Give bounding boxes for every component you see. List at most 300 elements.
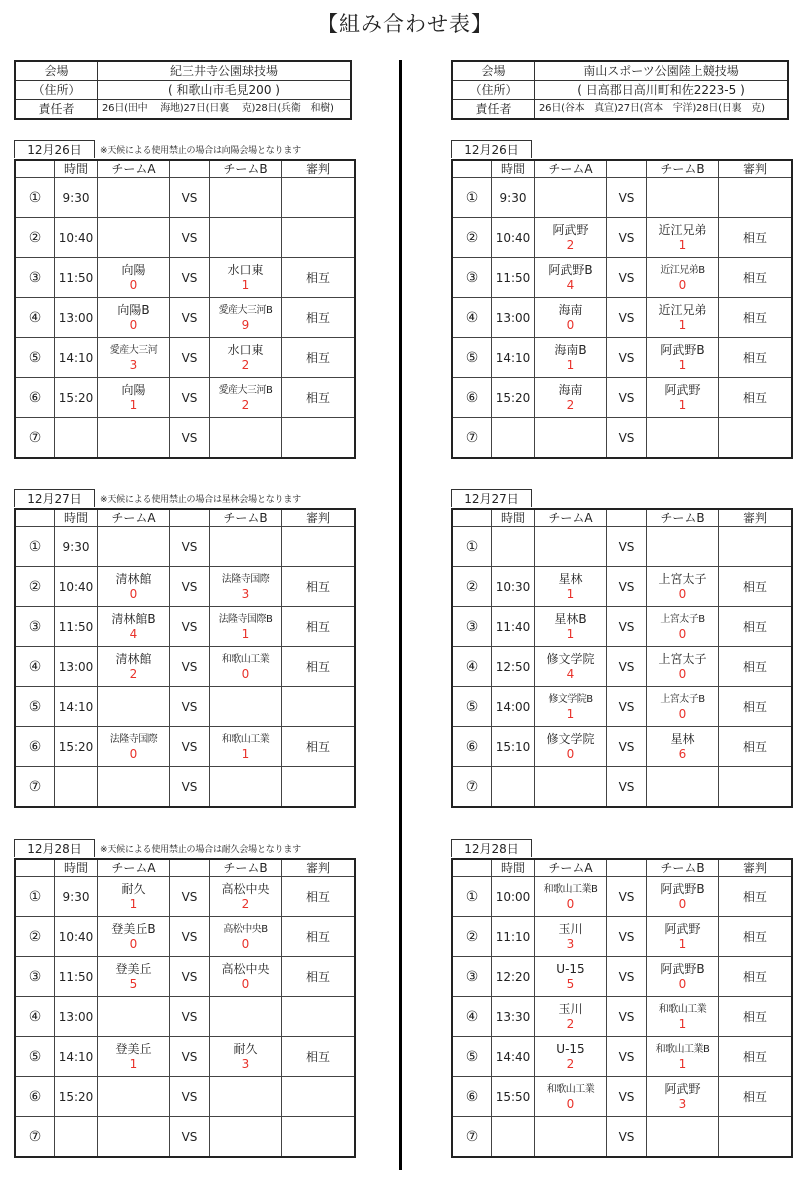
header-number [452, 509, 492, 527]
match-number: ④ [452, 647, 492, 687]
match-number: ① [15, 877, 55, 917]
match-row [452, 258, 792, 298]
team-a-score: 1 [566, 586, 575, 601]
match-time: 10:40 [492, 218, 535, 258]
header-number [15, 859, 55, 877]
referee: 相互 [719, 957, 793, 997]
team-b-score: 0 [241, 666, 250, 681]
team-a-cell [535, 687, 607, 727]
venue-info-label: 責任者 [452, 100, 535, 120]
team-b-name: 近江兄弟B [660, 264, 705, 276]
vs-label: VS [607, 378, 647, 418]
team-a-name: 向陽 [121, 382, 146, 397]
date-label: 12月27日 [451, 489, 532, 507]
team-b-name: 阿武野 [664, 1081, 701, 1096]
team-a-score: 5 [129, 976, 138, 991]
team-a-cell [98, 767, 170, 808]
match-row [15, 567, 355, 607]
vs-label: VS [170, 727, 210, 767]
team-a-score: 1 [129, 1056, 138, 1071]
referee: 相互 [719, 258, 793, 298]
team-b-cell [210, 687, 282, 727]
match-row [452, 378, 792, 418]
match-time: 10:40 [55, 917, 98, 957]
team-a-score: 0 [129, 746, 138, 761]
match-time: 14:40 [492, 1037, 535, 1077]
team-a-cell [98, 877, 170, 917]
team-a-cell [98, 298, 170, 338]
team-b-name: 阿武野 [664, 382, 701, 397]
match-time [492, 1117, 535, 1158]
team-b-score: 1 [241, 277, 250, 292]
referee: 相互 [719, 877, 793, 917]
team-a-name: 阿武野B [548, 262, 593, 277]
team-b-cell [647, 178, 719, 218]
match-number: ③ [452, 258, 492, 298]
team-a-score: 0 [129, 936, 138, 951]
page-title: 【組み合わせ表】 [317, 12, 493, 36]
match-row [15, 917, 355, 957]
header-team-b: チームB [210, 160, 282, 178]
team-b-name: 高松中央 [221, 881, 270, 896]
match-row [452, 997, 792, 1037]
referee: 相互 [282, 727, 356, 767]
team-a-name: 耐久 [121, 881, 146, 896]
vs-label: VS [170, 1077, 210, 1117]
match-row [452, 338, 792, 378]
team-a-score: 1 [566, 357, 575, 372]
header-vs [170, 509, 210, 527]
team-a-cell [535, 997, 607, 1037]
match-number: ⑤ [452, 687, 492, 727]
referee: 相互 [282, 607, 356, 647]
team-a-score: 4 [129, 626, 138, 641]
day-header [14, 839, 356, 858]
vs-label: VS [170, 378, 210, 418]
team-b-cell [210, 567, 282, 607]
header-team-b: チームB [647, 859, 719, 877]
team-b-name: 水口東 [227, 342, 264, 357]
vs-label: VS [607, 567, 647, 607]
referee: 相互 [719, 378, 793, 418]
venue-name: 紀三井寺公園球技場 [98, 61, 352, 81]
day-header [451, 489, 793, 508]
match-number: ① [15, 527, 55, 567]
referee [719, 418, 793, 459]
match-number: ② [452, 218, 492, 258]
team-a-cell [535, 298, 607, 338]
match-number: ③ [15, 957, 55, 997]
day-header [451, 839, 793, 858]
team-a-name: 海南 [558, 302, 583, 317]
match-time [55, 418, 98, 459]
team-a-cell [98, 258, 170, 298]
header-time: 時間 [55, 509, 98, 527]
header-referee: 審判 [719, 160, 793, 178]
team-a-score: 3 [566, 936, 575, 951]
schedule-header-row [15, 160, 355, 178]
match-time: 11:40 [492, 607, 535, 647]
match-number: ① [452, 527, 492, 567]
team-b-score: 6 [678, 746, 687, 761]
team-b-score: 0 [678, 976, 687, 991]
venue-info-row [15, 100, 351, 120]
vs-label: VS [170, 218, 210, 258]
match-time [492, 418, 535, 459]
team-a-score: 0 [129, 277, 138, 292]
referee: 相互 [719, 218, 793, 258]
team-b-name: 近江兄弟 [658, 302, 707, 317]
match-time: 13:00 [55, 997, 98, 1037]
team-b-name: 阿武野B [660, 881, 705, 896]
match-number: ⑥ [15, 727, 55, 767]
referee: 相互 [719, 1077, 793, 1117]
match-time: 12:50 [492, 647, 535, 687]
match-number: ② [452, 567, 492, 607]
match-row [452, 877, 792, 917]
match-time: 9:30 [492, 178, 535, 218]
team-a-name: 登美丘B [111, 921, 156, 936]
team-b-cell [210, 1077, 282, 1117]
header-vs [170, 160, 210, 178]
team-b-cell [210, 997, 282, 1037]
team-b-score: 1 [678, 397, 687, 412]
referee [282, 527, 356, 567]
match-time: 14:00 [492, 687, 535, 727]
match-row [452, 687, 792, 727]
team-a-cell [535, 957, 607, 997]
team-b-score: 1 [678, 1056, 687, 1071]
match-row [15, 378, 355, 418]
vs-label: VS [607, 727, 647, 767]
header-vs [607, 859, 647, 877]
match-time [492, 527, 535, 567]
match-time: 13:00 [55, 647, 98, 687]
team-b-score: 3 [241, 1056, 250, 1071]
match-number: ⑤ [15, 687, 55, 727]
match-time: 15:50 [492, 1077, 535, 1117]
team-a-score: 2 [566, 1016, 575, 1031]
team-b-cell [210, 957, 282, 997]
match-row [15, 338, 355, 378]
header-time: 時間 [492, 509, 535, 527]
match-number: ③ [452, 607, 492, 647]
team-b-cell [210, 418, 282, 459]
match-number: ⑥ [452, 378, 492, 418]
team-a-score: 2 [129, 666, 138, 681]
referee: 相互 [719, 1037, 793, 1077]
match-number: ① [452, 877, 492, 917]
day-header [451, 140, 793, 159]
day-schedule [14, 839, 356, 1158]
referee: 相互 [282, 647, 356, 687]
team-b-cell [647, 218, 719, 258]
team-b-score: 1 [241, 746, 250, 761]
header-referee: 審判 [719, 859, 793, 877]
match-row [452, 647, 792, 687]
team-a-name: 海南 [558, 382, 583, 397]
team-b-name: 星林 [670, 731, 695, 746]
team-a-name: 修文学院 [546, 651, 595, 666]
team-a-name: 向陽 [121, 262, 146, 277]
header-team-b: チームB [210, 859, 282, 877]
match-time [492, 767, 535, 808]
match-number: ⑦ [452, 767, 492, 808]
header-vs [607, 160, 647, 178]
right-venue-column [451, 0, 789, 1181]
venue-info-row [15, 61, 351, 81]
match-time: 11:50 [492, 258, 535, 298]
team-b-cell [210, 218, 282, 258]
team-a-cell [98, 378, 170, 418]
team-a-name: 修文学院B [548, 693, 593, 705]
team-b-score: 1 [678, 357, 687, 372]
team-b-cell [210, 727, 282, 767]
header-number [452, 859, 492, 877]
vs-label: VS [607, 1037, 647, 1077]
referee [282, 1077, 356, 1117]
venue-info-label: 責任者 [15, 100, 98, 120]
header-team-a: チームA [98, 509, 170, 527]
team-b-cell [210, 1117, 282, 1158]
referee: 相互 [719, 298, 793, 338]
team-b-score: 1 [678, 237, 687, 252]
match-time: 9:30 [55, 527, 98, 567]
team-b-name: 和歌山工業 [221, 653, 270, 665]
venue-info-row [452, 100, 788, 120]
match-time: 15:20 [55, 727, 98, 767]
referee [282, 767, 356, 808]
match-row [15, 877, 355, 917]
referee: 相互 [719, 567, 793, 607]
team-b-cell [210, 527, 282, 567]
vs-label: VS [607, 258, 647, 298]
schedule-header-row [452, 859, 792, 877]
vs-label: VS [607, 178, 647, 218]
team-a-name: 和歌山工業B [543, 883, 598, 895]
schedule-header-row [15, 859, 355, 877]
venue-info-row [15, 81, 351, 100]
referee: 相互 [282, 957, 356, 997]
match-number: ⑥ [452, 727, 492, 767]
venue-info-row [452, 61, 788, 81]
day-schedule [451, 489, 793, 808]
venue-manager: 26日(谷本 真宣)27日(宮本 宇洋)28日(日裏 克) [535, 100, 789, 120]
team-b-name: 上宮太子B [660, 613, 705, 625]
team-a-name: U-15 [556, 961, 585, 976]
team-a-score: 4 [566, 277, 575, 292]
match-number: ② [15, 567, 55, 607]
day-header [14, 489, 356, 508]
team-a-cell [98, 727, 170, 767]
match-time: 14:10 [492, 338, 535, 378]
match-row [15, 647, 355, 687]
team-b-score: 0 [241, 976, 250, 991]
team-b-cell [647, 378, 719, 418]
vs-label: VS [170, 767, 210, 808]
match-row [15, 1037, 355, 1077]
center-divider [399, 60, 402, 1170]
day-schedule [451, 140, 793, 459]
team-a-name: 清林館B [111, 611, 156, 626]
team-a-cell [535, 877, 607, 917]
team-a-cell [535, 527, 607, 567]
schedule-table [14, 508, 356, 808]
team-a-cell [535, 1037, 607, 1077]
team-a-score: 0 [566, 317, 575, 332]
team-a-score: 4 [566, 666, 575, 681]
team-a-cell [535, 607, 607, 647]
match-row [15, 727, 355, 767]
match-number: ④ [15, 997, 55, 1037]
schedule-table [451, 858, 793, 1158]
match-row [15, 767, 355, 808]
team-a-cell [535, 218, 607, 258]
header-time: 時間 [492, 160, 535, 178]
referee [719, 527, 793, 567]
vs-label: VS [607, 338, 647, 378]
team-a-name: 阿武野 [552, 222, 589, 237]
team-b-name: 高松中央B [223, 923, 268, 935]
vs-label: VS [170, 607, 210, 647]
match-time: 11:50 [55, 258, 98, 298]
match-number: ⑤ [15, 1037, 55, 1077]
referee: 相互 [282, 378, 356, 418]
team-a-cell [535, 1077, 607, 1117]
vs-label: VS [607, 418, 647, 459]
team-b-score: 1 [678, 317, 687, 332]
team-a-cell [535, 767, 607, 808]
team-b-name: 阿武野 [664, 921, 701, 936]
team-b-name: 法隆寺国際B [218, 613, 273, 625]
team-b-cell [210, 178, 282, 218]
venue-info-label: （住所） [452, 81, 535, 100]
header-team-a: チームA [98, 160, 170, 178]
referee [719, 178, 793, 218]
team-a-cell [98, 607, 170, 647]
referee: 相互 [282, 567, 356, 607]
team-a-name: 和歌山工業 [546, 1083, 595, 1095]
match-number: ⑥ [15, 1077, 55, 1117]
referee: 相互 [719, 687, 793, 727]
team-b-cell [647, 567, 719, 607]
match-number: ② [452, 917, 492, 957]
vs-label: VS [607, 647, 647, 687]
match-time: 11:50 [55, 957, 98, 997]
referee: 相互 [282, 877, 356, 917]
day-schedule [451, 839, 793, 1158]
team-b-name: 上宮太子 [658, 571, 707, 586]
schedule-header-row [452, 160, 792, 178]
team-b-score: 2 [241, 896, 250, 911]
match-row [452, 178, 792, 218]
team-a-cell [98, 1077, 170, 1117]
match-time: 15:20 [55, 378, 98, 418]
match-row [452, 957, 792, 997]
team-a-name: 向陽B [117, 302, 150, 317]
header-referee: 審判 [282, 859, 356, 877]
venue-info-table [14, 60, 352, 120]
team-b-name: 阿武野B [660, 961, 705, 976]
team-b-cell [210, 877, 282, 917]
team-a-cell [98, 997, 170, 1037]
venue-address: ( 日高郡日高川町和佐2223-5 ) [535, 81, 789, 100]
match-row [15, 178, 355, 218]
team-a-score: 5 [566, 976, 575, 991]
weather-note: ※天候による使用禁止の場合は星林会場となります [100, 495, 301, 505]
team-a-name: 玉川 [558, 1001, 583, 1016]
referee [282, 418, 356, 459]
match-time: 10:00 [492, 877, 535, 917]
team-b-cell [210, 258, 282, 298]
team-b-cell [210, 298, 282, 338]
match-number: ① [15, 178, 55, 218]
referee: 相互 [282, 338, 356, 378]
team-b-score: 0 [678, 626, 687, 641]
team-b-score: 1 [241, 626, 250, 641]
team-b-name: 和歌山工業 [221, 733, 270, 745]
team-b-score: 2 [241, 397, 250, 412]
team-b-cell [647, 1077, 719, 1117]
team-a-name: 修文学院 [546, 731, 595, 746]
team-b-cell [210, 917, 282, 957]
vs-label: VS [607, 298, 647, 338]
vs-label: VS [607, 687, 647, 727]
team-a-cell [98, 567, 170, 607]
team-a-name: 愛産大三河 [109, 344, 158, 356]
team-a-cell [535, 178, 607, 218]
team-b-cell [647, 877, 719, 917]
referee: 相互 [719, 607, 793, 647]
team-a-cell [535, 727, 607, 767]
schedule-table [14, 159, 356, 459]
header-vs [607, 509, 647, 527]
team-a-score: 0 [566, 896, 575, 911]
vs-label: VS [170, 1117, 210, 1158]
team-a-cell [535, 338, 607, 378]
vs-label: VS [607, 957, 647, 997]
team-b-cell [647, 647, 719, 687]
team-a-score: 3 [129, 357, 138, 372]
header-time: 時間 [55, 859, 98, 877]
referee [282, 687, 356, 727]
team-a-score: 0 [566, 1096, 575, 1111]
header-team-a: チームA [535, 859, 607, 877]
match-row [452, 917, 792, 957]
venue-info-label: （住所） [15, 81, 98, 100]
match-row [452, 607, 792, 647]
team-b-cell [210, 1037, 282, 1077]
team-a-cell [535, 917, 607, 957]
vs-label: VS [607, 1077, 647, 1117]
match-time: 11:50 [55, 607, 98, 647]
team-a-cell [98, 687, 170, 727]
team-b-name: 水口東 [227, 262, 264, 277]
schedule-table [451, 508, 793, 808]
match-number: ⑤ [452, 1037, 492, 1077]
team-b-cell [647, 298, 719, 338]
match-number: ④ [15, 298, 55, 338]
header-referee: 審判 [282, 509, 356, 527]
team-b-score: 9 [241, 317, 250, 332]
weather-note: ※天候による使用禁止の場合は耐久会場となります [100, 845, 301, 855]
match-row [15, 258, 355, 298]
team-b-score: 0 [678, 706, 687, 721]
match-time: 14:10 [55, 338, 98, 378]
match-number: ⑦ [15, 767, 55, 808]
team-b-score: 0 [241, 936, 250, 951]
team-a-name: 清林館 [115, 571, 152, 586]
